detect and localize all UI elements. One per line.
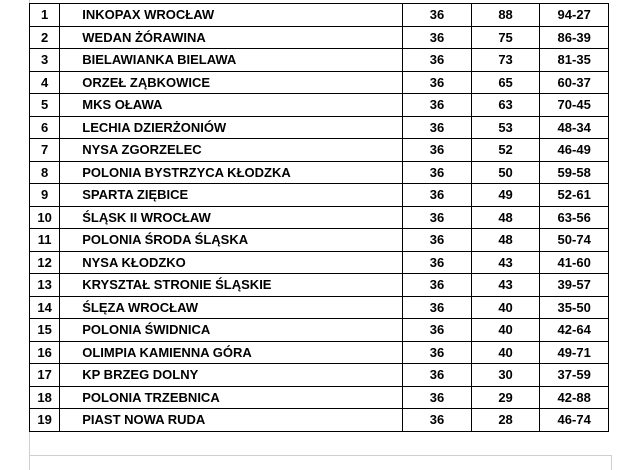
rank-cell: 16 — [30, 341, 60, 364]
games-played-cell: 36 — [403, 274, 472, 297]
goal-difference-cell: 50-74 — [540, 229, 609, 252]
table-row — [30, 206, 609, 229]
team-name-cell: MKS OŁAWA — [60, 94, 403, 117]
goal-difference-cell: 49-71 — [540, 341, 609, 364]
goal-difference-cell: 86-39 — [540, 26, 609, 49]
table-row — [30, 116, 609, 139]
table-row — [30, 139, 609, 162]
rank-cell: 7 — [30, 139, 60, 162]
table-row — [30, 71, 609, 94]
team-name-cell: BIELAWIANKA BIELAWA — [60, 49, 403, 72]
table-row — [30, 184, 609, 207]
games-played-cell: 36 — [403, 386, 472, 409]
team-name-cell: ORZEŁ ZĄBKOWICE — [60, 71, 403, 94]
team-name-cell: SPARTA ZIĘBICE — [60, 184, 403, 207]
points-cell: 29 — [471, 386, 540, 409]
rank-cell: 17 — [30, 364, 60, 387]
points-cell: 30 — [471, 364, 540, 387]
goal-difference-cell: 37-59 — [540, 364, 609, 387]
rank-cell: 4 — [30, 71, 60, 94]
games-played-cell: 36 — [403, 319, 472, 342]
table-row — [30, 296, 609, 319]
goal-difference-cell: 35-50 — [540, 296, 609, 319]
goal-difference-cell: 39-57 — [540, 274, 609, 297]
table-row — [30, 319, 609, 342]
games-played-cell: 36 — [403, 184, 472, 207]
games-played-cell: 36 — [403, 4, 472, 27]
table-row — [30, 364, 609, 387]
points-cell: 48 — [471, 206, 540, 229]
rank-cell: 19 — [30, 409, 60, 432]
standings-table — [29, 3, 609, 432]
goal-difference-cell: 41-60 — [540, 251, 609, 274]
games-played-cell: 36 — [403, 161, 472, 184]
goal-difference-cell: 42-88 — [540, 386, 609, 409]
points-cell: 88 — [471, 4, 540, 27]
games-played-cell: 36 — [403, 364, 472, 387]
rank-cell: 1 — [30, 4, 60, 27]
page-edge-right — [611, 455, 612, 470]
team-name-cell: INKOPAX WROCŁAW — [60, 4, 403, 27]
goal-difference-cell: 70-45 — [540, 94, 609, 117]
team-name-cell: POLONIA ŚRODA ŚLĄSKA — [60, 229, 403, 252]
team-name-cell: LECHIA DZIERŻONIÓW — [60, 116, 403, 139]
rank-cell: 18 — [30, 386, 60, 409]
games-played-cell: 36 — [403, 139, 472, 162]
goal-difference-cell: 63-56 — [540, 206, 609, 229]
table-row — [30, 49, 609, 72]
rank-cell: 10 — [30, 206, 60, 229]
rank-cell: 9 — [30, 184, 60, 207]
goal-difference-cell: 46-74 — [540, 409, 609, 432]
goal-difference-cell: 94-27 — [540, 4, 609, 27]
goal-difference-cell: 48-34 — [540, 116, 609, 139]
points-cell: 43 — [471, 274, 540, 297]
rank-cell: 13 — [30, 274, 60, 297]
rank-cell: 6 — [30, 116, 60, 139]
rank-cell: 12 — [30, 251, 60, 274]
points-cell: 40 — [471, 319, 540, 342]
rank-cell: 2 — [30, 26, 60, 49]
points-cell: 65 — [471, 71, 540, 94]
table-row — [30, 386, 609, 409]
goal-difference-cell: 42-64 — [540, 319, 609, 342]
games-played-cell: 36 — [403, 251, 472, 274]
table-row — [30, 251, 609, 274]
table-row — [30, 409, 609, 432]
team-name-cell: POLONIA TRZEBNICA — [60, 386, 403, 409]
team-name-cell: KRYSZTAŁ STRONIE ŚLĄSKIE — [60, 274, 403, 297]
team-name-cell: PIAST NOWA RUDA — [60, 409, 403, 432]
points-cell: 40 — [471, 341, 540, 364]
games-played-cell: 36 — [403, 94, 472, 117]
points-cell: 48 — [471, 229, 540, 252]
points-cell: 52 — [471, 139, 540, 162]
points-cell: 53 — [471, 116, 540, 139]
points-cell: 73 — [471, 49, 540, 72]
team-name-cell: NYSA KŁODZKO — [60, 251, 403, 274]
table-row — [30, 26, 609, 49]
games-played-cell: 36 — [403, 409, 472, 432]
games-played-cell: 36 — [403, 26, 472, 49]
points-cell: 49 — [471, 184, 540, 207]
games-played-cell: 36 — [403, 49, 472, 72]
points-cell: 63 — [471, 94, 540, 117]
page-edge-bottom — [29, 455, 612, 456]
points-cell: 75 — [471, 26, 540, 49]
goal-difference-cell: 60-37 — [540, 71, 609, 94]
games-played-cell: 36 — [403, 296, 472, 319]
rank-cell: 11 — [30, 229, 60, 252]
table-row — [30, 274, 609, 297]
goal-difference-cell: 81-35 — [540, 49, 609, 72]
points-cell: 50 — [471, 161, 540, 184]
table-row — [30, 4, 609, 27]
table-row — [30, 94, 609, 117]
goal-difference-cell: 52-61 — [540, 184, 609, 207]
table-row — [30, 341, 609, 364]
goal-difference-cell: 46-49 — [540, 139, 609, 162]
games-played-cell: 36 — [403, 341, 472, 364]
team-name-cell: ŚLĘZA WROCŁAW — [60, 296, 403, 319]
standings-table-body — [30, 4, 609, 432]
team-name-cell: KP BRZEG DOLNY — [60, 364, 403, 387]
team-name-cell: NYSA ZGORZELEC — [60, 139, 403, 162]
rank-cell: 14 — [30, 296, 60, 319]
points-cell: 28 — [471, 409, 540, 432]
goal-difference-cell: 59-58 — [540, 161, 609, 184]
games-played-cell: 36 — [403, 116, 472, 139]
points-cell: 40 — [471, 296, 540, 319]
team-name-cell: POLONIA BYSTRZYCA KŁODZKA — [60, 161, 403, 184]
games-played-cell: 36 — [403, 229, 472, 252]
team-name-cell: WEDAN ŻÓRAWINA — [60, 26, 403, 49]
team-name-cell: OLIMPIA KAMIENNA GÓRA — [60, 341, 403, 364]
team-name-cell: ŚLĄSK II WROCŁAW — [60, 206, 403, 229]
rank-cell: 5 — [30, 94, 60, 117]
rank-cell: 3 — [30, 49, 60, 72]
table-row — [30, 229, 609, 252]
rank-cell: 15 — [30, 319, 60, 342]
games-played-cell: 36 — [403, 206, 472, 229]
table-row — [30, 161, 609, 184]
games-played-cell: 36 — [403, 71, 472, 94]
points-cell: 43 — [471, 251, 540, 274]
rank-cell: 8 — [30, 161, 60, 184]
team-name-cell: POLONIA ŚWIDNICA — [60, 319, 403, 342]
